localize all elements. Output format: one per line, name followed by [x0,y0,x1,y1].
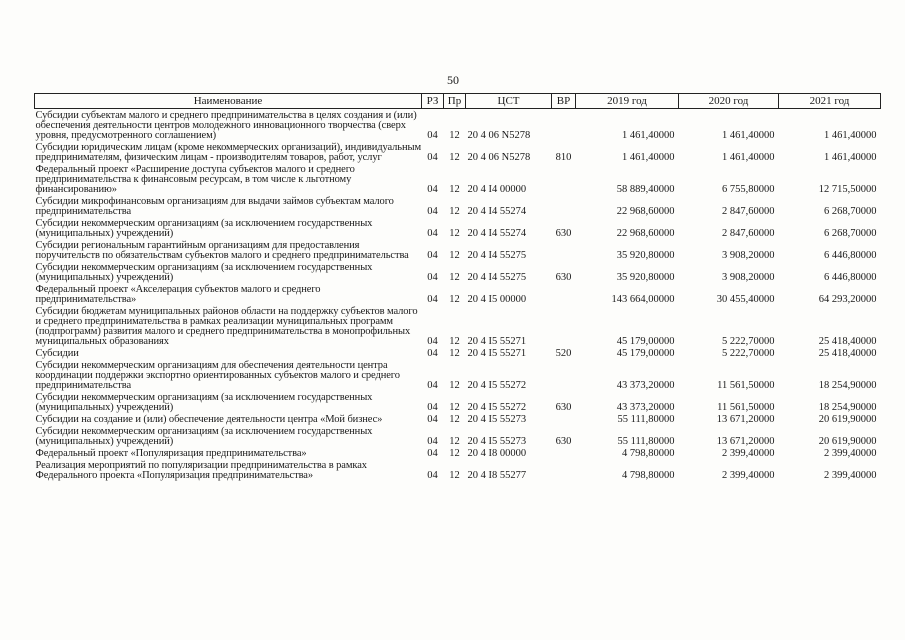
cell-rz: 04 [427,294,438,305]
table-row [35,141,881,163]
cell-name: Субсидии на создание и (или) обеспечение деятельности центра «Мой бизнес» [35,414,383,425]
cell-2019: 4 798,80000 [622,470,675,481]
cell-cst: 20 4 I4 55275 [467,272,527,283]
table-row [35,347,881,359]
cell-2021: 64 293,20000 [818,294,877,305]
cell-name: Субсидии некоммерческим организациям (за исключением государственных (муниципальных) учреждений) [35,426,373,447]
cell-cst: 20 4 I4 55274 [467,228,527,239]
header-2021: 2021 год [779,94,881,109]
table-row [35,459,881,481]
cell-vr [552,195,576,217]
cell-2021: 20 619,90000 [818,414,877,425]
cell-rz: 04 [427,448,438,459]
cell-cst: 20 4 I4 55274 [467,206,527,217]
cell-pr: 12 [449,402,460,413]
cell-2019: 35 920,80000 [616,272,675,283]
cell-name: Субсидии некоммерческим организациям (за исключением государственных (муниципальных) учреждений) [35,218,373,239]
cell-vr: 630 [555,228,572,239]
cell-name: Субсидии некоммерческим организациям (за исключением государственных (муниципальных) учреждений) [35,392,373,413]
cell-name: Федеральный проект «Акселерация субъектов малого и среднего предпринимательства» [35,284,321,305]
cell-2021: 6 268,70000 [824,206,877,217]
cell-name: Федеральный проект «Популяризация предпринимательства» [35,448,307,459]
cell-2019: 43 373,20000 [616,380,675,391]
cell-name: Субсидии региональным гарантийным организациям для предоставления поручительств по обязательствам субъектов малого и среднего предпринимательства [35,240,409,261]
cell-pr: 12 [449,448,460,459]
cell-2021: 18 254,90000 [818,380,877,391]
cell-2019: 1 461,40000 [622,130,675,141]
table-row [35,391,881,413]
cell-pr: 12 [449,228,460,239]
cell-2020: 5 222,70000 [722,336,775,347]
cell-pr: 12 [449,414,460,425]
cell-name: Субсидии бюджетам муниципальных районов области на поддержку субъектов малого и среднего предпринимательства в рамках реализации муниципальных программ (подпрограмм) развития малого и среднего предпринимательства в монопрофильных муниципальных образованиях [35,306,418,347]
header-vr: ВР [552,94,576,109]
cell-rz: 04 [427,228,438,239]
cell-vr [552,163,576,195]
cell-cst: 20 4 I5 55271 [467,336,527,347]
cell-2020: 1 461,40000 [722,130,775,141]
cell-name: Субсидии некоммерческим организациям (за исключением государственных (муниципальных) учреждений) [35,262,373,283]
header-rz: РЗ [422,94,444,109]
header-name: Наименование [35,94,422,109]
cell-2021: 25 418,40000 [818,348,877,359]
cell-2020: 11 561,50000 [717,380,775,391]
cell-cst: 20 4 I5 55273 [467,436,527,447]
cell-cst: 20 4 06 N5278 [467,130,531,141]
cell-vr [552,359,576,391]
cell-2019: 43 373,20000 [616,402,675,413]
cell-2019: 58 889,40000 [616,184,675,195]
cell-name: Федеральный проект «Расширение доступа субъектов малого и среднего предпринимательства к финансовым ресурсам, в том числе к льготному финансированию» [35,164,355,195]
cell-2019: 22 968,60000 [616,228,675,239]
cell-pr: 12 [449,272,460,283]
page-number: 50 [447,73,459,87]
table-row [35,163,881,195]
cell-rz: 04 [427,402,438,413]
cell-name: Субсидии микрофинансовым организациям для выдачи займов субъектам малого предпринимательства [35,196,394,217]
cell-rz: 04 [427,336,438,347]
table-row [35,359,881,391]
cell-rz: 04 [427,130,438,141]
cell-2020: 3 908,20000 [722,250,775,261]
cell-vr: 810 [555,152,572,163]
cell-2019: 35 920,80000 [616,250,675,261]
header-cst: ЦСТ [466,94,552,109]
cell-pr: 12 [449,470,460,481]
cell-rz: 04 [427,414,438,425]
cell-cst: 20 4 I5 55273 [467,414,527,425]
cell-rz: 04 [427,380,438,391]
cell-rz: 04 [427,250,438,261]
cell-vr [552,239,576,261]
cell-pr: 12 [449,152,460,163]
cell-cst: 20 4 I4 55275 [467,250,527,261]
cell-2020: 11 561,50000 [717,402,775,413]
table-row [35,195,881,217]
table-body [35,109,881,482]
cell-cst: 20 4 I5 55272 [467,380,527,391]
cell-rz: 04 [427,272,438,283]
cell-2019: 4 798,80000 [622,448,675,459]
table-header-row [35,94,881,109]
budget-table [34,93,881,481]
cell-name: Субсидии субъектам малого и среднего предпринимательства в целях создания и (или) обеспечения деятельности центров молодежного инновационного творчества (сверх уровня, предусмотренного соглашением) [35,110,417,141]
cell-2019: 1 461,40000 [622,152,675,163]
header-2020: 2020 год [679,94,779,109]
cell-2020: 5 222,70000 [722,348,775,359]
cell-2021: 2 399,40000 [824,448,877,459]
cell-vr [552,459,576,481]
cell-2020: 13 671,20000 [716,414,775,425]
table-row [35,447,881,459]
cell-2021: 12 715,50000 [818,184,877,195]
cell-rz: 04 [427,184,438,195]
cell-2021: 2 399,40000 [824,470,877,481]
cell-2021: 1 461,40000 [824,152,877,163]
cell-2020: 2 847,60000 [722,206,775,217]
cell-2021: 18 254,90000 [818,402,877,413]
table-row [35,239,881,261]
cell-pr: 12 [449,250,460,261]
cell-pr: 12 [449,348,460,359]
cell-vr [552,305,576,347]
table-row [35,109,881,142]
cell-2021: 20 619,90000 [818,436,877,447]
cell-name: Реализация мероприятий по популяризации предпринимательства в рамках Федерального проекта «Популяризация предпринимательства» [35,460,367,481]
cell-2021: 6 446,80000 [824,272,877,283]
cell-name: Субсидии некоммерческим организациям для обеспечения деятельности центра координации поддержки экспортно ориентированных субъектов малого и среднего предпринимательства [35,360,400,391]
cell-cst: 20 4 I5 55271 [467,348,527,359]
cell-cst: 20 4 06 N5278 [467,152,531,163]
table-row [35,217,881,239]
cell-pr: 12 [449,294,460,305]
cell-pr: 12 [449,184,460,195]
cell-pr: 12 [449,336,460,347]
cell-2021: 25 418,40000 [818,336,877,347]
cell-rz: 04 [427,206,438,217]
cell-2019: 55 111,80000 [617,436,675,447]
header-2019: 2019 год [576,94,679,109]
cell-rz: 04 [427,436,438,447]
table-row [35,305,881,347]
cell-vr [552,109,576,142]
cell-vr [552,283,576,305]
cell-cst: 20 4 I4 00000 [467,184,527,195]
table-row [35,283,881,305]
cell-cst: 20 4 I5 00000 [467,294,527,305]
cell-2020: 1 461,40000 [722,152,775,163]
cell-pr: 12 [449,436,460,447]
cell-2020: 2 399,40000 [722,470,775,481]
cell-2021: 6 268,70000 [824,228,877,239]
cell-rz: 04 [427,470,438,481]
cell-2020: 2 847,60000 [722,228,775,239]
cell-2019: 45 179,00000 [616,336,675,347]
cell-2019: 143 664,00000 [611,294,675,305]
cell-2019: 22 968,60000 [616,206,675,217]
cell-vr: 630 [555,402,572,413]
table-row [35,425,881,447]
cell-rz: 04 [427,348,438,359]
cell-2019: 55 111,80000 [617,414,675,425]
cell-name: Субсидии [35,348,79,359]
cell-2020: 6 755,80000 [722,184,775,195]
header-pr: Пр [444,94,466,109]
cell-cst: 20 4 I5 55272 [467,402,527,413]
cell-name: Субсидии юридическим лицам (кроме некоммерческих организаций), индивидуальным предпринимателям, физическим лицам - производителям товаров, работ, услуг [35,142,421,163]
cell-2019: 45 179,00000 [616,348,675,359]
table-row [35,413,881,425]
cell-vr [552,447,576,459]
table-row [35,261,881,283]
cell-pr: 12 [449,130,460,141]
cell-2021: 1 461,40000 [824,130,877,141]
cell-2020: 2 399,40000 [722,448,775,459]
cell-pr: 12 [449,380,460,391]
cell-vr: 630 [555,436,572,447]
cell-cst: 20 4 I8 00000 [467,448,527,459]
cell-2021: 6 446,80000 [824,250,877,261]
cell-vr: 630 [555,272,572,283]
cell-cst: 20 4 I8 55277 [467,470,527,481]
cell-rz: 04 [427,152,438,163]
cell-pr: 12 [449,206,460,217]
cell-2020: 3 908,20000 [722,272,775,283]
cell-vr [552,413,576,425]
cell-vr: 520 [555,348,572,359]
cell-2020: 30 455,40000 [716,294,775,305]
cell-2020: 13 671,20000 [716,436,775,447]
